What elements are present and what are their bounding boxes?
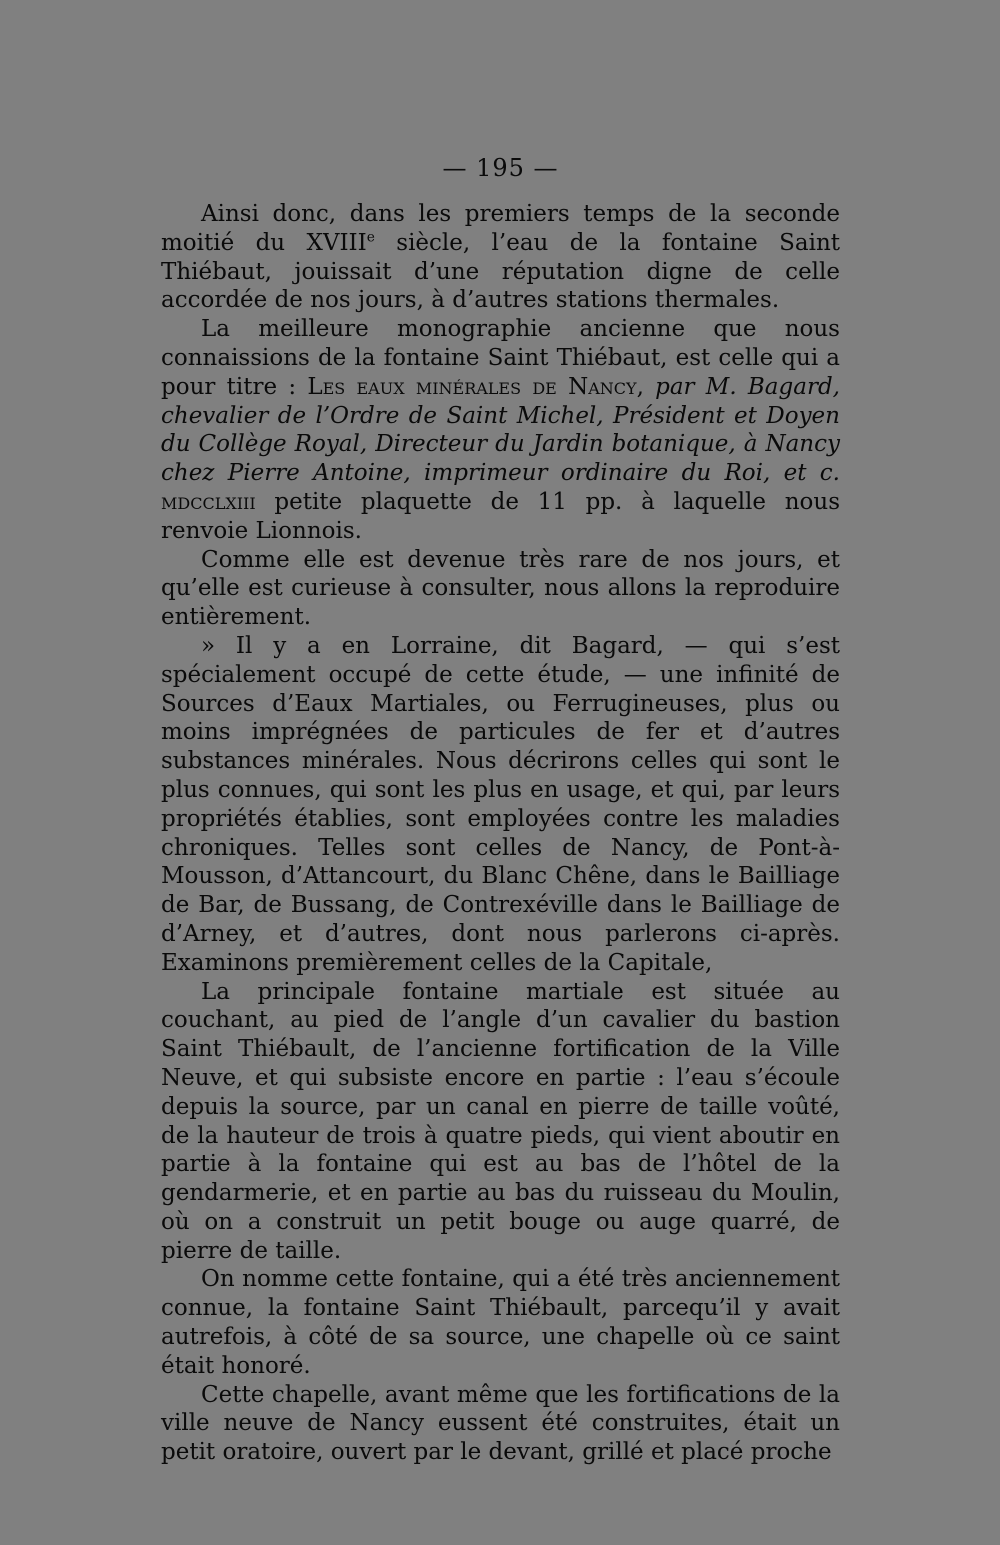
text-segment: , <box>636 373 656 400</box>
small-caps-text: Les eaux minérales de Nancy <box>307 373 637 400</box>
paragraph <box>161 978 840 1266</box>
text-segment: La principale fontaine martiale est située au couchant, au pied de l’angle d’un cavalier du bastion Saint Thiébault, de l’ancienne fortification de la Ville Neuve, et qui subsiste encore en partie : l’eau s’écoule depuis la source, par un canal en pierre de taille voûté, de la hauteur de trois à quatre pieds, qui vient aboutir en partie à la fontaine qui est au bas de l’hôtel de la gendarmerie, et en partie au bas du ruisseau du Moulin, où on a construit un petit bouge ou auge quarré, de pierre de taille. <box>161 978 840 1264</box>
text-segment: Ainsi donc, dans les premiers temps de la seconde moitié du XVIII <box>161 201 840 256</box>
text-segment: La meilleure monographie ancienne que nous connaissions de la fontaine Saint Thiébaut, est celle qui a pour titre : <box>161 316 840 400</box>
text-segment: siècle, l’eau de la fontaine Saint Thiébaut, jouissait d’une réputation digne de celle accordée de nos jours, à d’autres stations thermales. <box>161 229 841 314</box>
paragraph <box>161 1381 840 1467</box>
text-segment: On nomme cette fontaine, qui a été très anciennement connue, la fontaine Saint Thiébault, parcequ’il y avait autrefois, à côté de sa source, une chapelle où ce saint était honoré. <box>161 1266 840 1379</box>
paragraph <box>161 200 840 315</box>
page-number: — 195 — <box>442 154 559 182</box>
book-page <box>161 150 840 1467</box>
paragraph <box>161 546 840 632</box>
paragraph <box>161 632 840 978</box>
body-text <box>161 200 840 1467</box>
text-segment: » Il y a en Lorraine, dit Bagard, — qui s’est spécialement occupé de cette étude, — une infinité de Sources d’Eaux Martiales, ou Ferrugineuses, plus ou moins imprégnées de particules de fer et d’autres substances minérales. Nous décrirons celles qui sont le plus connues, qui sont les plus en usage, et qui, par leurs propriétés établies, sont employées contre les maladies chroniques. Telles sont celles de Nancy, de Pont-à-Mousson, d’Attancourt, du Blanc Chêne, dans le Bailliage de Bar, de Bussang, de Contrexéville dans le Bailliage de d’Arney, et d’autres, dont nous parlerons ci-après. Examinons premièrement celles de la Capitale, <box>161 632 840 976</box>
italic-text: par M. Bagard, chevalier de l’Ordre de Saint Michel, Président et Doyen du Collège Royal, Directeur du Jardin botanique, à Nancy chez Pierre Antoine, imprimeur ordinaire du Roi, et c. <box>161 373 840 487</box>
paragraph <box>161 315 840 545</box>
paragraph <box>161 1265 840 1380</box>
superscript-text: e <box>366 229 375 246</box>
text-segment: petite plaquette de 11 pp. à laquelle nous renvoie Lionnois. <box>161 488 840 544</box>
text-segment: Cette chapelle, avant même que les fortifications de la ville neuve de Nancy eussent été construites, était un petit oratoire, ouvert par le devant, grillé et placé proche <box>161 1381 840 1466</box>
text-segment: Comme elle est devenue très rare de nos jours, et qu’elle est curieuse à consulter, nous allons la reproduire entièrement. <box>161 546 840 631</box>
small-caps-text: mdcclxiii <box>161 488 256 515</box>
